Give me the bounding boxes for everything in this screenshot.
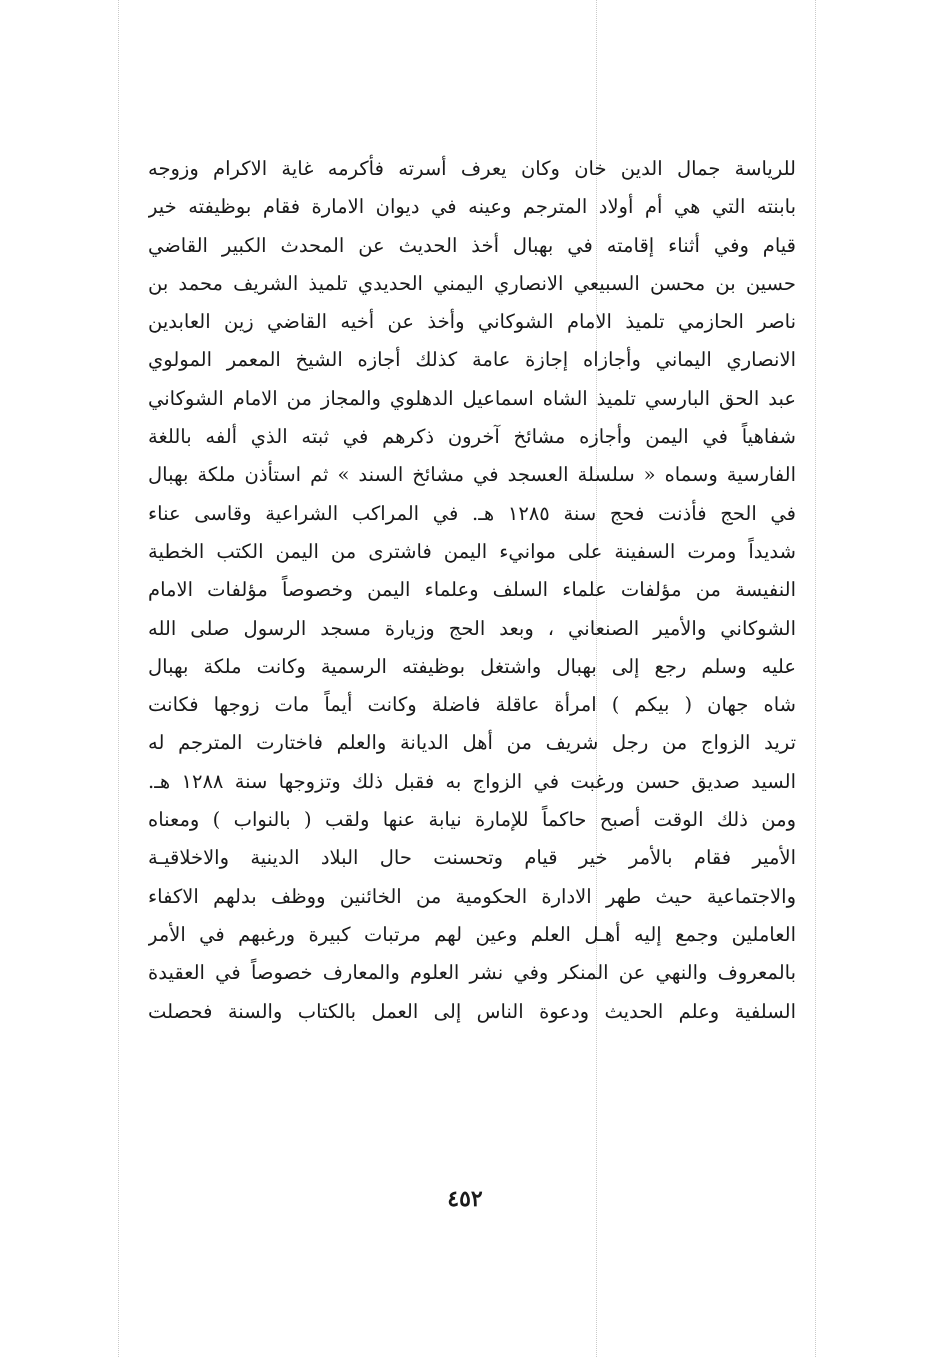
text-line: عليه وسلم رجع إلى بهبال واشتغل بوظيفته الرسمية وكانت ملكة بهبال (148, 654, 796, 678)
text-line: شديداً ومرت السفينة على موانيء اليمن فاشترى من اليمن الكتب الخطية (148, 539, 796, 563)
text-line: في الحج فأذنت فحج سنة ١٢٨٥ هـ. في المراكب الشراعية وقاسى عناء (148, 501, 796, 525)
text-line: العاملين وجمع إليه أهـل العلم وعين لهم مرتبات كبيرة ورغبهم في الأمر (148, 922, 796, 946)
text-line: الانصاري اليماني وأجازاه إجازة عامة كذلك أجازه الشيخ المعمر المولوي (148, 348, 796, 372)
text-line: بالمعروف والنهي عن المنكر وفي نشر العلوم والمعارف خصوصاً في العقيدة (148, 961, 796, 985)
text-line: الشوكاني والأمير الصنعاني ، وبعد الحج وزيارة مسجد الرسول صلى الله (148, 616, 796, 640)
text-line: للرياسة جمال الدين خان وكان يعرف أسرته فأكرمه غاية الاكرام وزوجه (148, 157, 796, 180)
text-line: شاه جهان ( بيكم ) امرأة عاقلة فاضلة وكانت أيماً مات زوجها فكانت (148, 693, 796, 717)
text-line: الفارسية وسماه « سلسلة العسجد في مشائخ السند » ثم استأذن ملكة بهبال (148, 463, 796, 487)
page-number: ٤٥٢ (447, 1186, 483, 1212)
text-line: تريد الزواج من رجل شريف من أهل الديانة والعلم فاختارت المترجم له (148, 731, 796, 755)
body-text (148, 150, 796, 1031)
text-line: شفاهياً في اليمن وأجازه مشائخ آخرون ذكرهم في ثبته الذي ألفه باللغة (148, 425, 796, 449)
scan-artifact-line (815, 0, 816, 1357)
text-line: السيد صديق حسن ورغبت في الزواج به فقبل ذلك وتزوجها سنة ١٢٨٨ هـ. (148, 769, 796, 793)
text-line: ناصر الحازمي تلميذ الامام الشوكاني وأخذ عن أخيه القاضي زين العابدين (148, 310, 796, 334)
text-line: عبد الحق البارسي تلميذ الشاه اسماعيل الدهلوي والمجاز من الامام الشوكاني (148, 386, 796, 410)
text-line: والاجتماعية حيث طهر الادارة الحكومية من الخائنين ووظف بدلهم الاكفاء (148, 884, 796, 908)
text-line: الأمير فقام بالأمر خير قيام وتحسنت حال البلاد الدينية والاخلاقيـة (148, 846, 796, 870)
text-line: النفيسة من مؤلفات علماء السلف وعلماء اليمن وخصوصاً مؤلفات الامام (148, 578, 796, 602)
text-line: حسين بن محسن السبيعي الانصاري اليمني الحديدي تلميذ الشريف محمد بن (148, 271, 796, 295)
text-line: قيام وفي أثناء إقامته في بهبال أخذ الحديث عن المحدث الكبير القاضي (148, 233, 796, 257)
text-line: السلفية وعلم الحديث ودعوة الناس إلى العمل بالكتاب والسنة فحصلت (148, 999, 796, 1023)
text-line: بابنته التي هي أم أولاد المترجم وعينه في ديوان الامارة فقام بوظيفته خير (148, 195, 796, 219)
scan-artifact-line (118, 0, 119, 1357)
text-line: ومن ذلك الوقت أصبح حاكماً للإمارة نيابة عنها ولقب ( بالنواب ) ومعناه (148, 808, 796, 832)
